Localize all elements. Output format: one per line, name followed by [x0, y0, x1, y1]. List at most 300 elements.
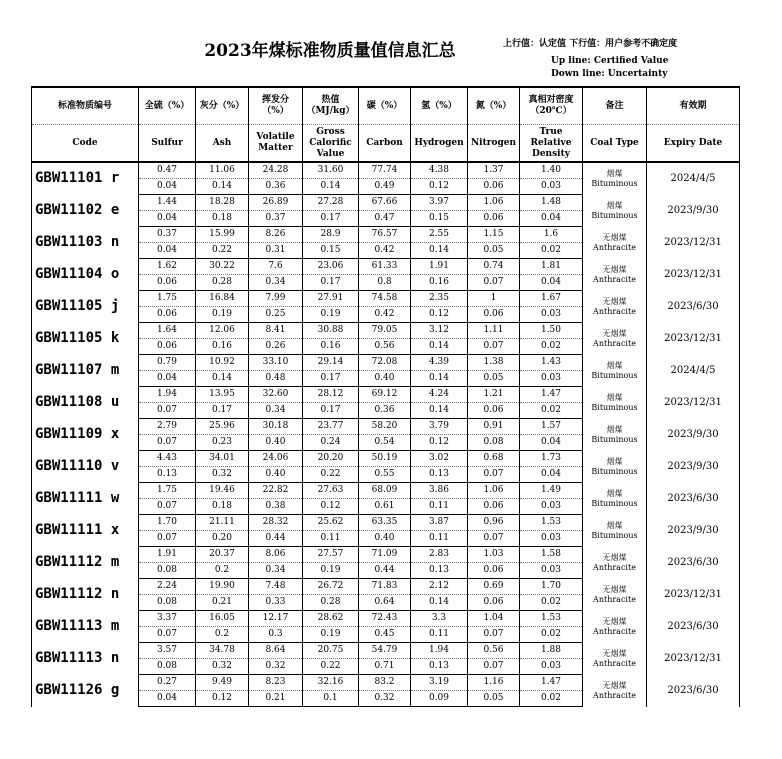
hydrogen-certified-value: 1.94	[411, 643, 468, 659]
carbon-uncertainty: 0.32	[359, 691, 411, 707]
volatile-certified-value: 32.60	[249, 387, 303, 403]
sulfur-certified-value: 4.43	[139, 451, 196, 467]
hydrogen-certified-value: 2.55	[411, 227, 468, 243]
coal-type-cn: 烟煤	[606, 200, 623, 210]
expiry-date: 2023/12/31	[647, 259, 740, 291]
density-certified-value: 1.6	[520, 227, 583, 243]
table-row	[32, 451, 740, 467]
carbon-uncertainty: 0.55	[359, 467, 411, 483]
calorific-uncertainty: 0.22	[303, 659, 359, 675]
calorific-uncertainty: 0.12	[303, 499, 359, 515]
sulfur-certified-value: 1.91	[139, 547, 196, 563]
table-row	[32, 675, 740, 691]
sulfur-certified-value: 0.79	[139, 355, 196, 371]
hydrogen-uncertainty: 0.14	[411, 403, 468, 419]
hydrogen-certified-value: 4.38	[411, 162, 468, 179]
ash-certified-value: 20.37	[196, 547, 249, 563]
carbon-certified-value: 67.66	[359, 195, 411, 211]
hydrogen-uncertainty: 0.14	[411, 371, 468, 387]
density-certified-value: 1.57	[520, 419, 583, 435]
header-hydrogen-cn: 氢（%）	[411, 87, 468, 125]
volatile-uncertainty: 0.44	[249, 531, 303, 547]
sulfur-uncertainty: 0.08	[139, 659, 196, 675]
density-uncertainty: 0.02	[520, 243, 583, 259]
volatile-uncertainty: 0.33	[249, 595, 303, 611]
coal-type	[583, 162, 647, 195]
nitrogen-certified-value: 1.37	[468, 162, 520, 179]
calorific-certified-value: 20.20	[303, 451, 359, 467]
volatile-uncertainty: 0.31	[249, 243, 303, 259]
coal-type	[583, 195, 647, 227]
expiry-date: 2023/12/31	[647, 643, 740, 675]
carbon-uncertainty: 0.47	[359, 211, 411, 227]
ash-certified-value: 10.92	[196, 355, 249, 371]
sulfur-certified-value: 3.37	[139, 611, 196, 627]
volatile-certified-value: 8.26	[249, 227, 303, 243]
nitrogen-certified-value: 0.69	[468, 579, 520, 595]
table-row	[32, 162, 740, 179]
carbon-uncertainty: 0.40	[359, 371, 411, 387]
ash-uncertainty: 0.14	[196, 371, 249, 387]
sulfur-uncertainty: 0.07	[139, 499, 196, 515]
ash-uncertainty: 0.16	[196, 339, 249, 355]
volatile-uncertainty: 0.34	[249, 275, 303, 291]
sulfur-certified-value: 0.27	[139, 675, 196, 691]
calorific-uncertainty: 0.22	[303, 467, 359, 483]
coal-reference-table	[31, 86, 740, 707]
ash-certified-value: 16.05	[196, 611, 249, 627]
coal-type-en: Anthracite	[593, 242, 636, 252]
header-carbon-cn: 碳（%）	[359, 87, 411, 125]
calorific-certified-value: 28.62	[303, 611, 359, 627]
nitrogen-uncertainty: 0.08	[468, 435, 520, 451]
expiry-date: 2023/9/30	[647, 419, 740, 451]
coal-type-en: Bituminous	[591, 210, 638, 220]
header-nitrogen-cn: 氮（%）	[468, 87, 520, 125]
density-certified-value: 1.58	[520, 547, 583, 563]
nitrogen-certified-value: 0.91	[468, 419, 520, 435]
hydrogen-certified-value: 3.87	[411, 515, 468, 531]
ash-certified-value: 19.90	[196, 579, 249, 595]
sulfur-certified-value: 2.24	[139, 579, 196, 595]
volatile-uncertainty: 0.21	[249, 691, 303, 707]
nitrogen-uncertainty: 0.05	[468, 371, 520, 387]
hydrogen-certified-value: 2.35	[411, 291, 468, 307]
coal-type	[583, 579, 647, 611]
carbon-certified-value: 83.2	[359, 675, 411, 691]
density-certified-value: 1.50	[520, 323, 583, 339]
nitrogen-uncertainty: 0.07	[468, 339, 520, 355]
carbon-uncertainty: 0.54	[359, 435, 411, 451]
header-hydrogen-en: Hydrogen	[411, 125, 468, 163]
volatile-uncertainty: 0.32	[249, 659, 303, 675]
ash-uncertainty: 0.18	[196, 499, 249, 515]
expiry-date: 2023/6/30	[647, 291, 740, 323]
sulfur-uncertainty: 0.04	[139, 371, 196, 387]
header-calorific-en: Gross Calorific Value	[303, 125, 359, 163]
calorific-uncertainty: 0.1	[303, 691, 359, 707]
header-volatile-cn: 挥发分 （%）	[249, 87, 303, 125]
carbon-certified-value: 54.79	[359, 643, 411, 659]
hydrogen-uncertainty: 0.14	[411, 243, 468, 259]
calorific-certified-value: 31.60	[303, 162, 359, 179]
density-certified-value: 1.53	[520, 611, 583, 627]
carbon-certified-value: 74.58	[359, 291, 411, 307]
ash-uncertainty: 0.22	[196, 243, 249, 259]
volatile-uncertainty: 0.48	[249, 371, 303, 387]
expiry-date: 2023/12/31	[647, 323, 740, 355]
carbon-certified-value: 76.57	[359, 227, 411, 243]
density-uncertainty: 0.02	[520, 403, 583, 419]
volatile-certified-value: 24.06	[249, 451, 303, 467]
hydrogen-certified-value: 3.02	[411, 451, 468, 467]
ash-certified-value: 34.78	[196, 643, 249, 659]
ash-certified-value: 12.06	[196, 323, 249, 339]
expiry-date: 2023/6/30	[647, 547, 740, 579]
carbon-uncertainty: 0.40	[359, 531, 411, 547]
hydrogen-certified-value: 3.86	[411, 483, 468, 499]
carbon-certified-value: 72.43	[359, 611, 411, 627]
density-certified-value: 1.73	[520, 451, 583, 467]
density-certified-value: 1.53	[520, 515, 583, 531]
ash-uncertainty: 0.14	[196, 179, 249, 195]
sample-code: GBW11105 k	[32, 323, 139, 355]
density-certified-value: 1.70	[520, 579, 583, 595]
header-nitrogen-en: Nitrogen	[468, 125, 520, 163]
hydrogen-uncertainty: 0.12	[411, 179, 468, 195]
nitrogen-uncertainty: 0.06	[468, 211, 520, 227]
sulfur-certified-value: 1.62	[139, 259, 196, 275]
nitrogen-certified-value: 1.03	[468, 547, 520, 563]
hydrogen-certified-value: 3.3	[411, 611, 468, 627]
hydrogen-certified-value: 3.19	[411, 675, 468, 691]
coal-type-en: Bituminous	[591, 402, 638, 412]
density-certified-value: 1.43	[520, 355, 583, 371]
sulfur-certified-value: 1.64	[139, 323, 196, 339]
sulfur-certified-value: 1.44	[139, 195, 196, 211]
coal-type-cn: 烟煤	[606, 488, 623, 498]
volatile-certified-value: 7.99	[249, 291, 303, 307]
nitrogen-certified-value: 1.06	[468, 195, 520, 211]
calorific-uncertainty: 0.14	[303, 179, 359, 195]
ash-uncertainty: 0.19	[196, 307, 249, 323]
header-sulfur-en: Sulfur	[139, 125, 196, 163]
ash-certified-value: 16.84	[196, 291, 249, 307]
density-uncertainty: 0.04	[520, 435, 583, 451]
table-row	[32, 259, 740, 275]
nitrogen-uncertainty: 0.06	[468, 563, 520, 579]
header-code-en: Code	[32, 125, 139, 163]
sample-code: GBW11105 j	[32, 291, 139, 323]
calorific-uncertainty: 0.19	[303, 627, 359, 643]
hydrogen-uncertainty: 0.12	[411, 435, 468, 451]
carbon-uncertainty: 0.49	[359, 179, 411, 195]
sample-code: GBW11108 u	[32, 387, 139, 419]
coal-type	[583, 291, 647, 323]
hydrogen-uncertainty: 0.16	[411, 275, 468, 291]
density-uncertainty: 0.04	[520, 467, 583, 483]
nitrogen-certified-value: 0.56	[468, 643, 520, 659]
density-uncertainty: 0.04	[520, 211, 583, 227]
sulfur-uncertainty: 0.04	[139, 243, 196, 259]
hydrogen-uncertainty: 0.11	[411, 499, 468, 515]
coal-type	[583, 675, 647, 707]
density-uncertainty: 0.03	[520, 563, 583, 579]
ash-certified-value: 21.11	[196, 515, 249, 531]
calorific-certified-value: 28.12	[303, 387, 359, 403]
expiry-date: 2023/6/30	[647, 611, 740, 643]
legend-chinese: 上行值：认定值 下行值：用户参考不确定度	[503, 39, 678, 49]
sulfur-uncertainty: 0.04	[139, 211, 196, 227]
volatile-certified-value: 8.23	[249, 675, 303, 691]
hydrogen-certified-value: 3.79	[411, 419, 468, 435]
coal-type-en: Bituminous	[591, 370, 638, 380]
sulfur-uncertainty: 0.06	[139, 275, 196, 291]
density-certified-value: 1.49	[520, 483, 583, 499]
header-row-chinese	[32, 87, 740, 125]
coal-type-en: Anthracite	[593, 626, 636, 636]
calorific-certified-value: 29.14	[303, 355, 359, 371]
volatile-certified-value: 28.32	[249, 515, 303, 531]
coal-type	[583, 227, 647, 259]
density-certified-value: 1.48	[520, 195, 583, 211]
sulfur-certified-value: 0.37	[139, 227, 196, 243]
sulfur-certified-value: 1.75	[139, 291, 196, 307]
sulfur-uncertainty: 0.07	[139, 627, 196, 643]
coal-type-cn: 无烟煤	[602, 232, 627, 242]
calorific-uncertainty: 0.19	[303, 563, 359, 579]
sample-code: GBW11104 o	[32, 259, 139, 291]
table-row	[32, 611, 740, 627]
coal-type	[583, 547, 647, 579]
volatile-certified-value: 12.17	[249, 611, 303, 627]
coal-type-cn: 无烟煤	[602, 296, 627, 306]
coal-type-cn: 烟煤	[606, 392, 623, 402]
sulfur-uncertainty: 0.08	[139, 595, 196, 611]
coal-type-cn: 无烟煤	[602, 680, 627, 690]
coal-type	[583, 483, 647, 515]
coal-type-cn: 烟煤	[606, 360, 623, 370]
carbon-uncertainty: 0.61	[359, 499, 411, 515]
ash-uncertainty: 0.2	[196, 627, 249, 643]
sulfur-uncertainty: 0.06	[139, 307, 196, 323]
ash-certified-value: 34.01	[196, 451, 249, 467]
coal-type	[583, 515, 647, 547]
carbon-certified-value: 71.83	[359, 579, 411, 595]
nitrogen-certified-value: 0.68	[468, 451, 520, 467]
density-uncertainty: 0.03	[520, 371, 583, 387]
coal-type-en: Anthracite	[593, 690, 636, 700]
sulfur-certified-value: 2.79	[139, 419, 196, 435]
volatile-uncertainty: 0.34	[249, 403, 303, 419]
carbon-certified-value: 58.20	[359, 419, 411, 435]
carbon-uncertainty: 0.42	[359, 243, 411, 259]
hydrogen-uncertainty: 0.11	[411, 627, 468, 643]
header-type-cn: 备注	[583, 87, 647, 125]
ash-certified-value: 19.46	[196, 483, 249, 499]
sulfur-uncertainty: 0.13	[139, 467, 196, 483]
table-row	[32, 355, 740, 371]
header-density-cn: 真相对密度 （20℃）	[520, 87, 583, 125]
sample-code: GBW11103 n	[32, 227, 139, 259]
sulfur-uncertainty: 0.04	[139, 691, 196, 707]
sulfur-certified-value: 1.75	[139, 483, 196, 499]
coal-type-en: Bituminous	[591, 178, 638, 188]
ash-uncertainty: 0.21	[196, 595, 249, 611]
header-ash-cn: 灰分（%）	[196, 87, 249, 125]
density-uncertainty: 0.04	[520, 275, 583, 291]
density-uncertainty: 0.03	[520, 659, 583, 675]
calorific-certified-value: 26.72	[303, 579, 359, 595]
nitrogen-certified-value: 1.38	[468, 355, 520, 371]
table-row	[32, 419, 740, 435]
ash-certified-value: 15.99	[196, 227, 249, 243]
sulfur-uncertainty: 0.07	[139, 403, 196, 419]
ash-uncertainty: 0.18	[196, 211, 249, 227]
calorific-uncertainty: 0.17	[303, 371, 359, 387]
sample-code: GBW11107 m	[32, 355, 139, 387]
hydrogen-uncertainty: 0.13	[411, 563, 468, 579]
density-certified-value: 1.40	[520, 162, 583, 179]
calorific-certified-value: 27.91	[303, 291, 359, 307]
volatile-uncertainty: 0.34	[249, 563, 303, 579]
table-row	[32, 227, 740, 243]
nitrogen-certified-value: 1.04	[468, 611, 520, 627]
density-uncertainty: 0.02	[520, 339, 583, 355]
coal-type-cn: 烟煤	[606, 168, 623, 178]
calorific-uncertainty: 0.17	[303, 403, 359, 419]
ash-uncertainty: 0.23	[196, 435, 249, 451]
volatile-certified-value: 7.48	[249, 579, 303, 595]
coal-type-cn: 烟煤	[606, 424, 623, 434]
coal-type	[583, 451, 647, 483]
sulfur-certified-value: 3.57	[139, 643, 196, 659]
nitrogen-uncertainty: 0.07	[468, 627, 520, 643]
volatile-certified-value: 30.18	[249, 419, 303, 435]
nitrogen-certified-value: 1.16	[468, 675, 520, 691]
coal-type-en: Anthracite	[593, 274, 636, 284]
coal-type-cn: 无烟煤	[602, 616, 627, 626]
coal-type-en: Anthracite	[593, 306, 636, 316]
sample-code: GBW11109 x	[32, 419, 139, 451]
density-uncertainty: 0.02	[520, 627, 583, 643]
calorific-uncertainty: 0.11	[303, 531, 359, 547]
ash-uncertainty: 0.2	[196, 563, 249, 579]
expiry-date: 2023/9/30	[647, 451, 740, 483]
calorific-certified-value: 23.77	[303, 419, 359, 435]
sample-code: GBW11111 x	[32, 515, 139, 547]
nitrogen-uncertainty: 0.06	[468, 403, 520, 419]
table-row	[32, 291, 740, 307]
density-uncertainty: 0.02	[520, 691, 583, 707]
carbon-uncertainty: 0.64	[359, 595, 411, 611]
ash-uncertainty: 0.20	[196, 531, 249, 547]
carbon-certified-value: 50.19	[359, 451, 411, 467]
sample-code: GBW11126 g	[32, 675, 139, 707]
nitrogen-certified-value: 1.15	[468, 227, 520, 243]
coal-type	[583, 419, 647, 451]
density-certified-value: 1.47	[520, 387, 583, 403]
header-calorific-cn: 热值 （MJ/kg）	[303, 87, 359, 125]
nitrogen-certified-value: 1.11	[468, 323, 520, 339]
coal-type	[583, 259, 647, 291]
coal-type-cn: 无烟煤	[602, 552, 627, 562]
carbon-uncertainty: 0.42	[359, 307, 411, 323]
expiry-date: 2023/12/31	[647, 387, 740, 419]
density-uncertainty: 0.03	[520, 179, 583, 195]
volatile-certified-value: 8.06	[249, 547, 303, 563]
calorific-certified-value: 32.16	[303, 675, 359, 691]
density-certified-value: 1.81	[520, 259, 583, 275]
coal-type-cn: 无烟煤	[602, 584, 627, 594]
carbon-uncertainty: 0.71	[359, 659, 411, 675]
hydrogen-uncertainty: 0.12	[411, 307, 468, 323]
hydrogen-uncertainty: 0.11	[411, 531, 468, 547]
coal-type	[583, 387, 647, 419]
hydrogen-certified-value: 1.91	[411, 259, 468, 275]
nitrogen-uncertainty: 0.07	[468, 275, 520, 291]
header-carbon-en: Carbon	[359, 125, 411, 163]
coal-type-en: Anthracite	[593, 594, 636, 604]
header-expiry-cn: 有效期	[647, 87, 740, 125]
coal-type-en: Bituminous	[591, 530, 638, 540]
sulfur-uncertainty: 0.07	[139, 531, 196, 547]
header-density-en: True Relative Density	[520, 125, 583, 163]
sulfur-uncertainty: 0.07	[139, 435, 196, 451]
table-row	[32, 579, 740, 595]
sample-code: GBW11112 m	[32, 547, 139, 579]
density-certified-value: 1.67	[520, 291, 583, 307]
ash-certified-value: 25.96	[196, 419, 249, 435]
hydrogen-certified-value: 3.97	[411, 195, 468, 211]
sample-code: GBW11102 e	[32, 195, 139, 227]
header-sulfur-cn: 全硫（%）	[139, 87, 196, 125]
density-uncertainty: 0.03	[520, 307, 583, 323]
coal-type-en: Anthracite	[593, 338, 636, 348]
legend-up-line: Up line: Certified Value	[551, 56, 669, 66]
header-volatile-en: Volatile Matter	[249, 125, 303, 163]
coal-type-cn: 烟煤	[606, 456, 623, 466]
calorific-uncertainty: 0.19	[303, 307, 359, 323]
header-row-english	[32, 125, 740, 163]
sulfur-uncertainty: 0.06	[139, 339, 196, 355]
hydrogen-uncertainty: 0.13	[411, 659, 468, 675]
sample-code: GBW11110 v	[32, 451, 139, 483]
sample-code: GBW11113 n	[32, 643, 139, 675]
nitrogen-uncertainty: 0.07	[468, 531, 520, 547]
table-row	[32, 387, 740, 403]
coal-type-en: Bituminous	[591, 466, 638, 476]
calorific-certified-value: 30.88	[303, 323, 359, 339]
hydrogen-uncertainty: 0.13	[411, 467, 468, 483]
carbon-uncertainty: 0.36	[359, 403, 411, 419]
ash-uncertainty: 0.28	[196, 275, 249, 291]
sulfur-certified-value: 1.94	[139, 387, 196, 403]
hydrogen-uncertainty: 0.14	[411, 595, 468, 611]
coal-type-en: Bituminous	[591, 498, 638, 508]
ash-uncertainty: 0.32	[196, 659, 249, 675]
volatile-uncertainty: 0.40	[249, 435, 303, 451]
sulfur-certified-value: 1.70	[139, 515, 196, 531]
carbon-certified-value: 79.05	[359, 323, 411, 339]
coal-type-en: Anthracite	[593, 658, 636, 668]
legend-down-line: Down line: Uncertainty	[551, 69, 668, 79]
hydrogen-certified-value: 4.39	[411, 355, 468, 371]
table-row	[32, 515, 740, 531]
coal-type-en: Bituminous	[591, 434, 638, 444]
nitrogen-uncertainty: 0.06	[468, 179, 520, 195]
nitrogen-uncertainty: 0.06	[468, 499, 520, 515]
